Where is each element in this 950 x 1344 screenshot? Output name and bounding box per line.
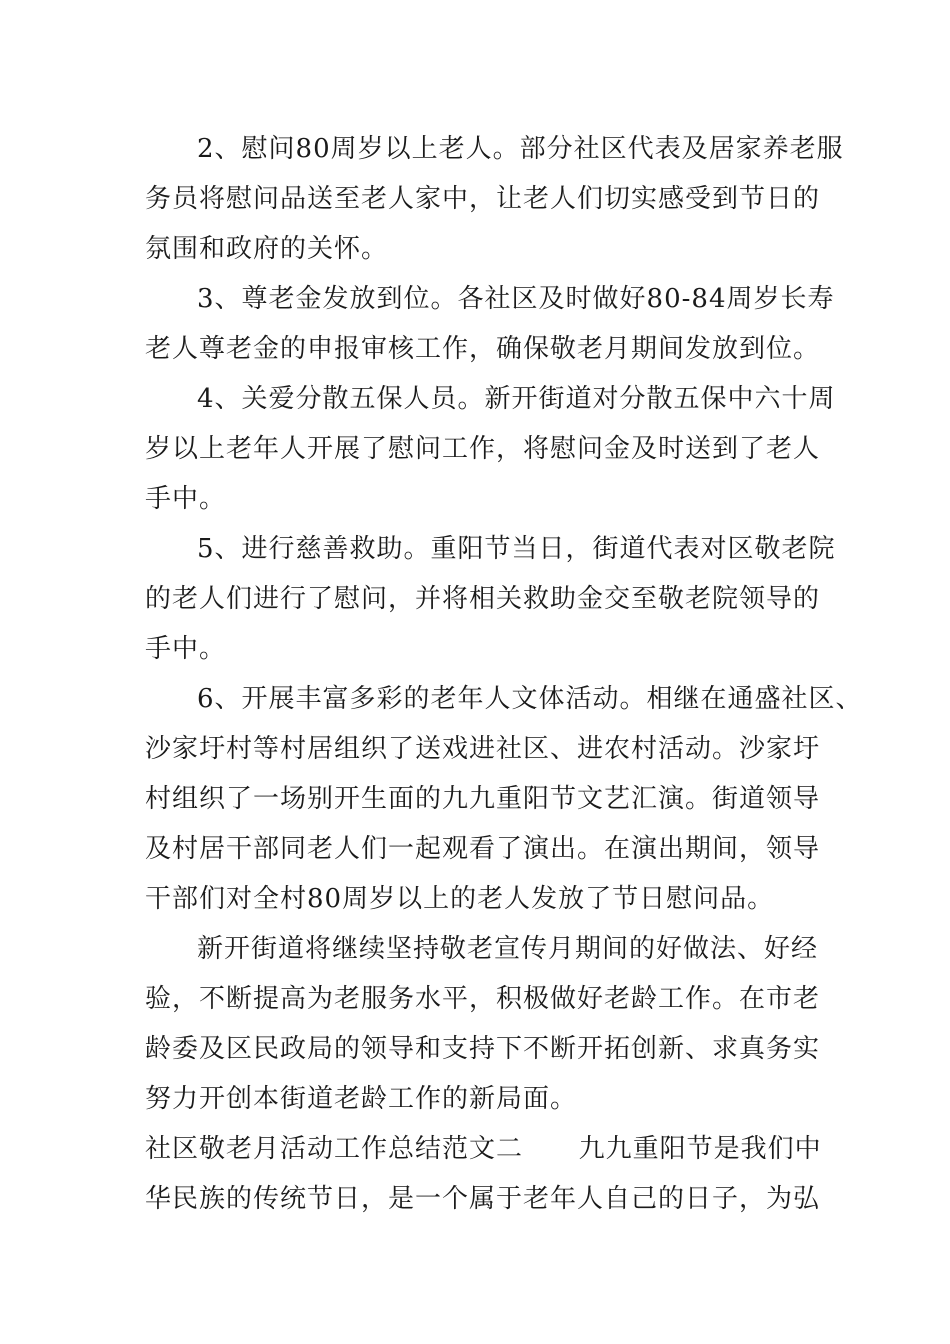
document-body [145, 124, 863, 1224]
text-line: 手中。 [145, 484, 227, 514]
paragraph-item-4 [145, 374, 836, 524]
text-line: 老人尊老金的申报审核工作，确保敬老月期间发放到位。 [145, 334, 821, 364]
text-line: 龄委及区民政局的领导和支持下不断开拓创新、求真务实 [145, 1034, 821, 1064]
text-line: 岁以上老年人开展了慰问工作，将慰问金及时送到了老人 [145, 434, 821, 464]
paragraph-item-5 [145, 524, 836, 674]
text-line: 沙家圩村等村居组织了送戏进社区、进农村活动。沙家圩 [145, 734, 821, 764]
text-line: 干部们对全村80周岁以上的老人发放了节日慰问品。 [145, 884, 775, 914]
paragraph-section-two [145, 1124, 822, 1224]
section-heading-line: 社区敬老月活动工作总结范文二 九九重阳节是我们中 [145, 1134, 822, 1164]
text-line: 3、尊老金发放到位。各社区及时做好80-84周岁长寿 [197, 284, 835, 314]
text-line: 验，不断提高为老服务水平，积极做好老龄工作。在市老 [145, 984, 821, 1014]
text-line: 及村居干部同老人们一起观看了演出。在演出期间，领导 [145, 834, 821, 864]
text-line: 村组织了一场别开生面的九九重阳节文艺汇演。街道领导 [145, 784, 821, 814]
text-line: 2、慰问80周岁以上老人。部分社区代表及居家养老服 [197, 134, 844, 164]
text-line: 华民族的传统节日，是一个属于老年人自己的日子，为弘 [145, 1184, 821, 1214]
paragraph-conclusion [145, 924, 821, 1124]
text-line: 的老人们进行了慰问，并将相关救助金交至敬老院领导的 [145, 584, 821, 614]
text-line: 新开街道将继续坚持敬老宣传月期间的好做法、好经 [197, 934, 819, 964]
paragraph-item-2 [145, 124, 844, 274]
text-line: 4、关爱分散五保人员。新开街道对分散五保中六十周 [197, 384, 836, 414]
text-line: 5、进行慈善救助。重阳节当日，街道代表对区敬老院 [197, 534, 836, 564]
text-line: 努力开创本街道老龄工作的新局面。 [145, 1084, 578, 1114]
text-line: 氛围和政府的关怀。 [145, 234, 389, 264]
paragraph-item-3 [145, 274, 835, 374]
text-line: 手中。 [145, 634, 227, 664]
paragraph-item-6 [145, 674, 863, 924]
text-line: 务员将慰问品送至老人家中，让老人们切实感受到节日的 [145, 184, 821, 214]
text-line: 6、开展丰富多彩的老年人文体活动。相继在通盛社区、 [197, 684, 863, 714]
